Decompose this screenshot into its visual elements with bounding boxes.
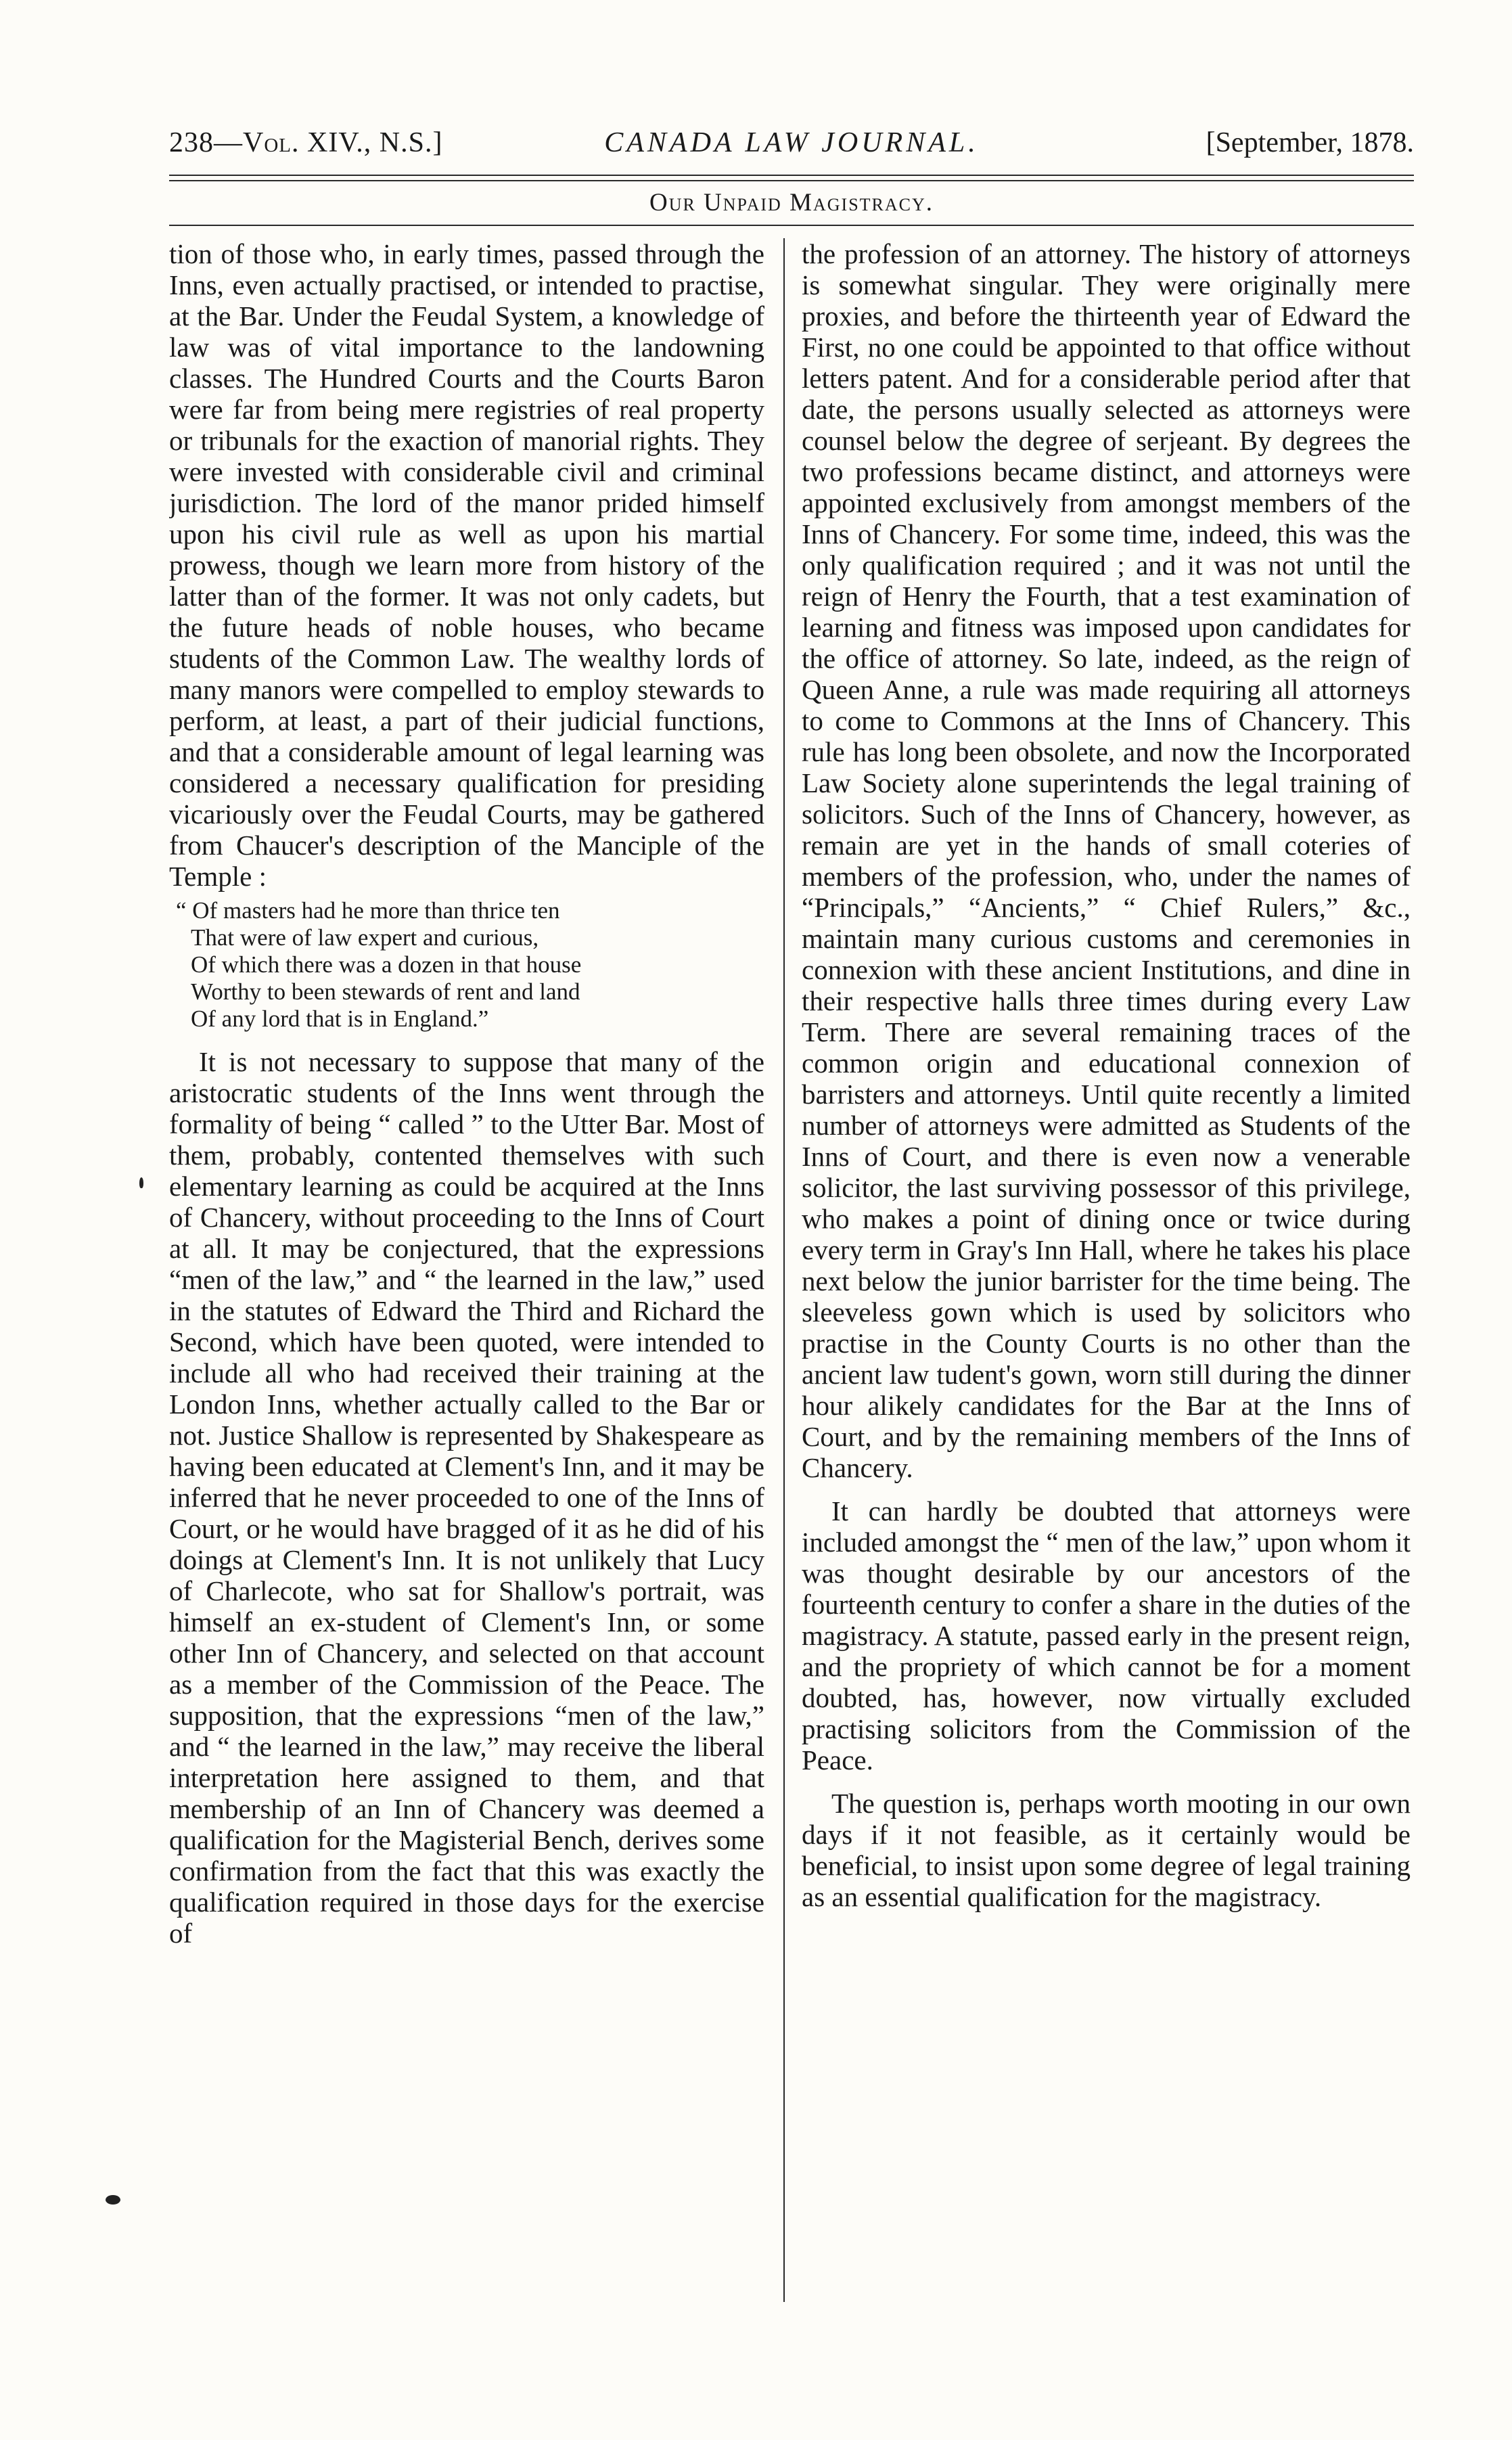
chaucer-quotation [176, 897, 764, 1033]
right-paragraph-2: It can hardly be doubted that attorneys were included amongst the “ men of the law,” upon whom it was thought desirable by our ancestors of the fourteenth century to confer a share in the duties of the magistracy. A statute, passed early in the present reign, and the propriety of which cannot be for a moment doubted, has, however, now virtually excluded practising solicitors from the Commission of the Peace. [802, 1495, 1411, 1776]
issue-date: [September, 1878. [1206, 127, 1414, 158]
page-volume: 238—Vol. XIV., N.S.] [169, 127, 443, 158]
section-title: Our Unpaid Magistracy. [649, 189, 934, 217]
journal-title: CANADA LAW JOURNAL. [604, 127, 979, 158]
left-paragraph-1: tion of those who, in early times, passed through the Inns, even actually practised, or intended to practise, at the Bar. Under the Feudal System, a knowledge of law was of vital importance to the landowning classes. The Hundred Courts and the Courts Baron were far from being mere registries of real property or tribunals for the exaction of manorial rights. They were invested with considerable civil and criminal jurisdiction. The lord of the manor prided himself upon his civil rule as well as upon his martial prowess, though we learn more from history of the latter than of the former. It was not only cadets, but the future heads of noble houses, who became students of the Common Law. The wealthy lords of many manors were compelled to employ stewards to perform, at least, a part of their judicial functions, and that a considerable amount of legal learning was considered a necessary qualification for presiding vicariously over the Feudal Courts, may be gathered from Chaucer's description of the Manciple of the Temple : [169, 238, 764, 892]
running-head [169, 119, 1414, 166]
verse-line: Of which there was a dozen in that house [191, 951, 582, 978]
verse-line: “ Of masters had he more than thrice ten [176, 897, 560, 924]
left-column [169, 238, 764, 2309]
column-divider [783, 238, 785, 2302]
right-column [802, 238, 1411, 2309]
verse-line: That were of law expert and curious, [191, 924, 539, 951]
verse-line: Of any lord that is in England.” [191, 1006, 489, 1032]
left-paragraph-2: It is not necessary to suppose that many of the aristocratic students of the Inns went through the formality of being “ called ” to the Utter Bar. Most of them, probably, contented themselves with such elementary learning as could be acquired at the Inns of Chancery, without proceeding to the Inns of Court at all. It may be conjectured, that the expressions “men of the law,” and “ the learned in the law,” used in the statutes of Edward the Third and Richard the Second, which have been quoted, were intended to include all who had received their training at the London Inns, whether actually called to the Bar or not. Justice Shallow is represented by Shakespeare as having been educated at Clement's Inn, and it may be inferred that he never proceeded to one of the Inns of Court, or he would have bragged of it as he did of his doings at Clement's Inn. It is not unlikely that Lucy of Charlecote, who sat for Shallow's portrait, was himself an ex-student of Clement's Inn, or some other Inn of Chancery, and selected on that account as a member of the Commission of the Peace. The supposition, that the expressions “men of the law,” and “ the learned in the law,” may receive the liberal interpretation here assigned to them, and that membership of an Inn of Chancery was deemed a qualification for the Magisterial Bench, derives some confirmation from the fact that this was exactly the qualification required in those days for the exercise of [169, 1046, 764, 1949]
ink-speck [106, 2195, 120, 2205]
header-rule [169, 175, 1414, 181]
right-paragraph-3: The question is, perhaps worth mooting in our own days if it not feasible, as it certainly would be beneficial, to insist upon some degree of legal training as an essential qualification for the magistracy. [802, 1788, 1411, 1912]
ink-speck [139, 1177, 143, 1188]
verse-line: Worthy to been stewards of rent and land [191, 978, 580, 1005]
section-rule [169, 225, 1414, 226]
right-paragraph-1: the profession of an attorney. The history of attorneys is somewhat singular. They were originally mere proxies, and before the thirteenth year of Edward the First, no one could be appointed to that office without letters patent. And for a considerable period after that date, the persons usually selected as attorneys were counsel below the degree of serjeant. By degrees the two professions became distinct, and attorneys were appointed exclusively from amongst members of the Inns of Chancery. For some time, indeed, this was the only qualification required ; and it was not until the reign of Henry the Fourth, that a test examination of learning and fitness was imposed upon candidates for the office of attorney. So late, indeed, as the reign of Queen Anne, a rule was made requiring all attorneys to come to Commons at the Inns of Chancery. This rule has long been obsolete, and now the Incorporated Law Society alone superintends the legal training of solicitors. Such of the Inns of Chancery, however, as remain are yet in the hands of small coteries of members of the profession, who, under the names of “Principals,” “Ancients,” “ Chief Rulers,” &c., maintain many curious customs and ceremonies in connexion with these ancient Institutions, and dine in their respective halls three times during every Law Term. There are several remaining traces of the common origin and educational connexion of barristers and attorneys. Until quite recently a limited number of attorneys were admitted as Students of the Inns of Court, and there is even now a venerable solicitor, the last surviving possessor of this privilege, who makes a point of dining once or twice during every term in Gray's Inn Hall, where he takes his place next below the junior barrister for the time being. The sleeveless gown which is used by solicitors who practise in the County Courts is no other than the ancient law tudent's gown, worn still during the dinner hour alikely candidates for the Bar at the Inns of Court, and by the remaining members of the Inns of Chancery. [802, 238, 1411, 1483]
